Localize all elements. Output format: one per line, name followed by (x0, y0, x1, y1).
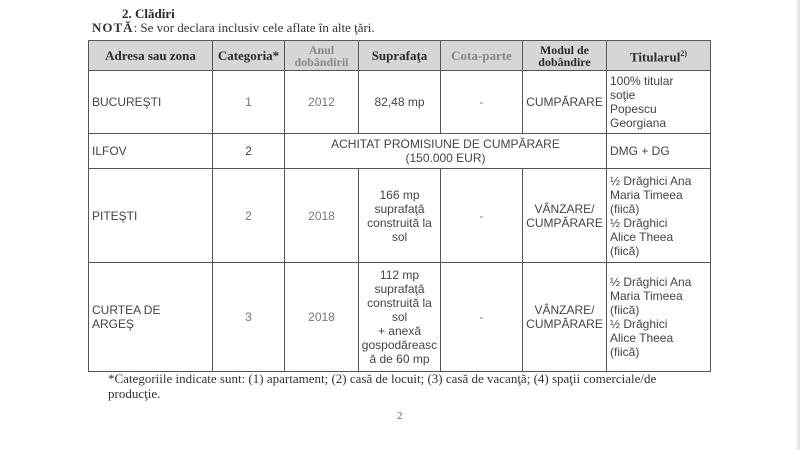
area-line: suprafaţă (374, 282, 425, 296)
area-line: + anexă (377, 324, 422, 338)
address-line: ARGEŞ (92, 317, 135, 331)
header-year: Anul dobândirii (285, 41, 359, 71)
mode-line: VÂNZARE/ (534, 201, 595, 216)
header-category: Categoria* (213, 41, 285, 71)
row-year: 2018 (285, 169, 359, 263)
page-number: 2 (397, 410, 403, 422)
row-area: 82,48 mp (359, 71, 441, 134)
table-row (89, 134, 711, 169)
row-share: - (441, 71, 523, 134)
row-category: 2 (213, 134, 285, 169)
header-holder-text: Titularul (629, 49, 681, 65)
row-category: 1 (213, 71, 285, 134)
header-share: Cota-parte (441, 41, 523, 71)
area-line: sol (391, 229, 408, 244)
holder-line: (fiică) (610, 201, 640, 216)
table-row (89, 263, 711, 372)
row-share: - (441, 263, 523, 372)
area-line: 112 mp (379, 268, 420, 282)
section-heading: 2. Clădiri (122, 6, 175, 21)
table-row (89, 169, 711, 263)
area-line: construită la (367, 215, 432, 230)
note-label: NOTĂ (92, 20, 134, 35)
mode-line: VÂNZARE/ (534, 303, 595, 317)
header-address: Adresa sau zona (89, 41, 213, 71)
row-address: ILFOV (89, 134, 213, 169)
row-address: PITEŞTI (89, 169, 213, 263)
row-holder (607, 169, 711, 263)
holder-line: (fiică) (610, 303, 640, 317)
area-line: ă de 60 mp (369, 352, 430, 366)
holder-line: soţie (610, 88, 636, 102)
mode-line: CUMPĂRARE (526, 215, 603, 230)
holder-line: Maria Timeea (610, 289, 683, 303)
holder-line: (fiică) (610, 243, 640, 258)
mode-line: CUMPĂRARE (526, 317, 603, 331)
row-holder (607, 263, 711, 372)
row-merged-note (285, 134, 607, 169)
row-address (89, 263, 213, 372)
holder-line: Maria Timeea (610, 187, 683, 202)
holder-line: Alice Theea (610, 331, 674, 345)
row-area (359, 263, 441, 372)
row-year: 2012 (285, 71, 359, 134)
header-mode: Modul de dobândire (523, 41, 607, 71)
area-line: sol (391, 310, 408, 324)
category-footnote: *Categoriile indicate sunt: (1) apartament; (2) casă de locuit; (3) casă de vacanţă; (4) spaţii comerciale/de producţie. (108, 371, 657, 401)
holder-line: ½ Drăghici Ana (610, 173, 692, 188)
row-category: 2 (213, 169, 285, 263)
row-share: - (441, 169, 523, 263)
row-holder (607, 71, 711, 134)
area-line: construită la (367, 296, 432, 310)
row-mode (523, 169, 607, 263)
header-area: Suprafaţa (359, 41, 441, 71)
holder-line: ½ Drăghici (610, 317, 668, 331)
table-row (89, 71, 711, 134)
area-line: suprafaţă (374, 201, 425, 216)
address-line: CURTEA DE (92, 303, 161, 317)
row-address: BUCUREŞTI (89, 71, 213, 134)
holder-line: (fiică) (610, 345, 640, 359)
buildings-table (88, 40, 711, 372)
merged-note-line2: (150.000 EUR) (405, 151, 486, 165)
holder-line: Georgiana (610, 116, 667, 130)
page-edge-shadow (796, 0, 800, 450)
holder-line: ½ Drăghici Ana (610, 275, 692, 289)
header-holder (607, 41, 711, 71)
holder-line: ½ Drăghici (610, 215, 668, 230)
row-holder: DMG + DG (607, 134, 711, 169)
row-category: 3 (213, 263, 285, 372)
area-line: gospodăreasc (361, 338, 438, 352)
holder-line: Popescu (610, 102, 657, 116)
note-line (92, 20, 375, 36)
row-mode (523, 263, 607, 372)
row-mode: CUMPĂRARE (523, 71, 607, 134)
table-header-row (89, 41, 711, 71)
header-holder-sup: 2) (680, 48, 687, 58)
area-line: 166 mp (379, 187, 420, 202)
holder-line: Alice Theea (610, 229, 674, 244)
holder-line: 100% titular (610, 74, 674, 88)
row-year: 2018 (285, 263, 359, 372)
note-text: : Se vor declara inclusiv cele aflate în alte ţări. (133, 20, 375, 35)
row-area (359, 169, 441, 263)
merged-note-line1: ACHITAT PROMISIUNE DE CUMPĂRARE (331, 137, 560, 151)
